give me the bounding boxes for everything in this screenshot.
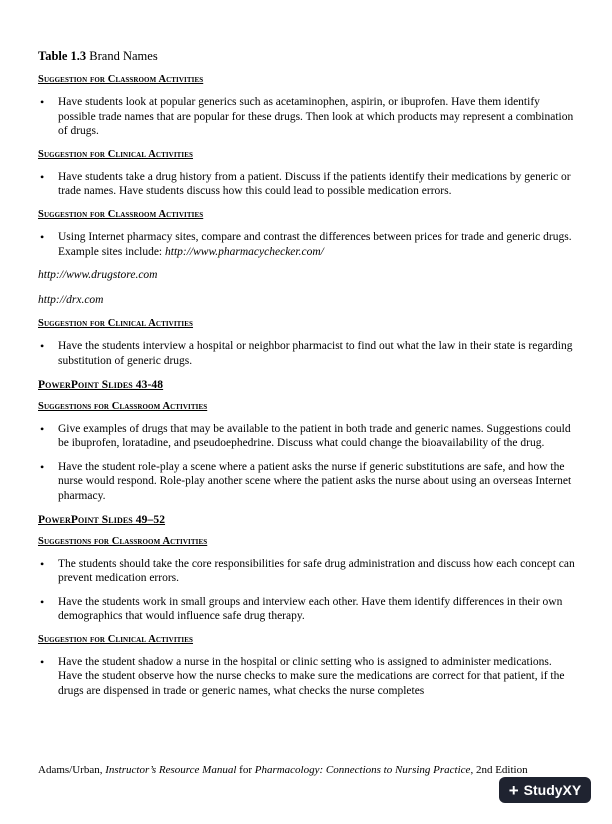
list-item: • Give examples of drugs that may be available to the patient in both trade and generic names. Suggestions could be ibuprofen, loratadine, and pseudoephedrine. Discuss what could change the bioavailability of the drug. <box>38 422 576 451</box>
section-heading: Suggestion for Clinical Activities <box>38 633 194 645</box>
footer-author: Adams/Urban, <box>38 764 106 776</box>
studyxy-badge[interactable] <box>499 777 591 803</box>
list-item: • Have the student shadow a nurse in the hospital or clinic setting who is assigned to administer medications. Have the student observe how the nurse checks to make sure the medications are correct for that patient, if the drugs are dispensed in trade or generic names, what checks the nurse completes <box>38 655 576 699</box>
table-title <box>38 48 576 64</box>
bullet-list <box>38 339 576 368</box>
bullet-list <box>38 170 576 199</box>
table-name: Brand Names <box>86 49 158 63</box>
list-item: • Have students look at popular generics such as acetaminophen, aspirin, or ibuprofen. Have them identify possible trade names that are popular for these drugs. Then look at which products may represent a combination of drugs. <box>38 95 576 139</box>
bullet-list <box>38 422 576 504</box>
bullet-list <box>38 557 576 624</box>
footer-manual-title: Instructor’s Resource Manual <box>105 764 237 776</box>
document-page <box>38 48 576 708</box>
page-footer <box>38 763 578 777</box>
url-link[interactable]: http://www.pharmacychecker.com/ <box>165 245 324 258</box>
list-item: • Have the students interview a hospital or neighbor pharmacist to find out what the law in their state is regarding substitution of generic drugs. <box>38 339 576 368</box>
table-number: Table 1.3 <box>38 49 87 63</box>
section-heading: Suggestions for Classroom Activities <box>38 535 208 547</box>
list-item: • Have the students work in small groups and interview each other. Have them identify differences in their own demographics that would influence safe drug therapy. <box>38 595 576 624</box>
bullet-list <box>38 230 576 259</box>
slides-heading: PowerPoint Slides 49–52 <box>38 513 166 526</box>
footer-for: for <box>236 764 255 776</box>
footer-book-title: Pharmacology: Connections to Nursing Practice <box>254 764 471 776</box>
footer-edition: , 2nd Edition <box>470 764 528 776</box>
list-item-text: Using Internet pharmacy sites, compare and contrast the differences between prices for trade and generic drugs. Example sites include: <box>58 230 572 258</box>
section-heading: Suggestions for Classroom Activities <box>38 400 208 412</box>
section-heading: Suggestion for Clinical Activities <box>38 148 194 160</box>
list-item: • Have the student role-play a scene where a patient asks the nurse if generic substitutions are safe, and how the nurse would respond. Role-play another scene where the patient asks the nurse about using an overseas Internet pharmacy. <box>38 460 576 504</box>
badge-label: StudyXY <box>523 782 582 798</box>
list-item: • Have students take a drug history from a patient. Discuss if the patients identify their medications by generic or trade names. Have students discuss how this could lead to possible medication errors. <box>38 170 576 199</box>
slides-heading: PowerPoint Slides 43-48 <box>38 378 164 391</box>
section-heading: Suggestion for Classroom Activities <box>38 74 204 85</box>
url-link[interactable]: http://www.drugstore.com <box>38 269 158 282</box>
list-item: • The students should take the core responsibilities for safe drug administration and discuss how each concept can prevent medication errors. <box>38 557 576 586</box>
bullet-list <box>38 655 576 699</box>
bullet-list <box>38 95 576 139</box>
section-heading: Suggestion for Clinical Activities <box>38 318 194 330</box>
plus-icon: + <box>508 780 519 800</box>
url-link[interactable]: http://drx.com <box>38 293 104 306</box>
section-heading: Suggestion for Classroom Activities <box>38 208 204 220</box>
list-item <box>38 230 576 259</box>
